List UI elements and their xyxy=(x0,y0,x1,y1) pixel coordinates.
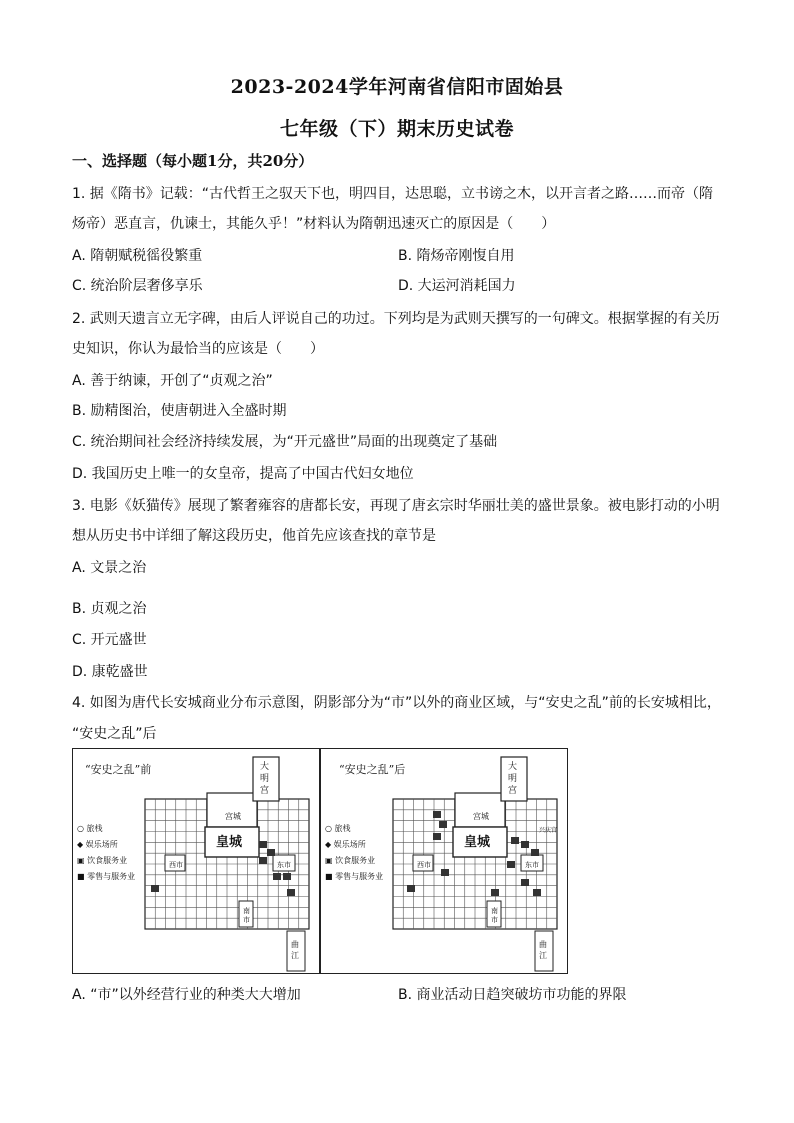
q2-option-d[interactable]: D. 我国历史上唯一的女皇帝，提高了中国古代妇女地位 xyxy=(72,466,414,482)
commercial-block xyxy=(439,821,447,828)
commercial-block xyxy=(507,861,515,868)
map-after-huangcheng: 皇城 xyxy=(464,835,491,850)
q1-option-c[interactable]: C. 统治阶层奢侈享乐 xyxy=(72,278,203,294)
map-before-qujiang: 曲江 xyxy=(291,940,299,960)
commercial-block xyxy=(441,869,449,876)
commercial-block xyxy=(521,879,529,886)
commercial-block xyxy=(533,889,541,896)
commercial-block xyxy=(511,837,519,844)
q4-option-b[interactable]: B. 商业活动日趋突破坊市功能的界限 xyxy=(398,987,627,1003)
map-after-panel xyxy=(320,748,568,974)
map-after-legend-retail: ■ 零售与服务业 xyxy=(325,872,384,881)
commercial-block xyxy=(283,873,291,880)
q1-option-a[interactable]: A. 隋朝赋税徭役繁重 xyxy=(72,248,203,264)
q1-option-d[interactable]: D. 大运河消耗国力 xyxy=(398,278,516,294)
exam-title-line2: 七年级（下）期末历史试卷 xyxy=(279,118,514,140)
commercial-block xyxy=(259,857,267,864)
q4-text-line1: 4. 如图为唐代长安城商业分布示意图，阴影部分为“市”以外的商业区域，与“安史之乱”前的长安城相比， xyxy=(72,695,721,711)
map-before-legend-inn: ○ 旅栈 xyxy=(77,824,103,833)
q2-text-line1: 2. 武则天遗言立无字碑，由后人评说自己的功过。下列均是为武则天撰写的一句碑文。根据掌握的有关历 xyxy=(72,311,720,327)
map-after-legend-inn: ○ 旅栈 xyxy=(325,824,351,833)
commercial-block xyxy=(531,849,539,856)
q2-text-line2: 史知识，你认为最恰当的应该是（ ） xyxy=(72,341,324,357)
map-after-xishi: 西市 xyxy=(417,861,431,869)
q3-text-line1: 3. 电影《妖猫传》展现了繁奢雍容的唐都长安，再现了唐玄宗时华丽壮美的盛世景象。被电影打动的小明 xyxy=(72,498,720,514)
commercial-block xyxy=(273,873,281,880)
commercial-block xyxy=(259,841,267,848)
q3-text-line2: 想从历史书中详细了解这段历史，他首先应该查找的章节是 xyxy=(72,528,436,544)
q2-option-b[interactable]: B. 励精图治，使唐朝进入全盛时期 xyxy=(72,403,287,419)
commercial-block xyxy=(491,889,499,896)
map-after-gongcheng: 宫城 xyxy=(473,812,489,821)
map-after-dongshi: 东市 xyxy=(525,861,539,869)
map-after-legend-food: ▣ 饮食服务业 xyxy=(325,856,376,865)
q4-option-a[interactable]: A. “市”以外经营行业的种类大大增加 xyxy=(72,987,301,1003)
q4-text-line2: “安史之乱”后 xyxy=(72,726,157,742)
q2-option-c[interactable]: C. 统治期间社会经济持续发展，为“开元盛世”局面的出现奠定了基础 xyxy=(72,434,498,450)
map-before-dongshi: 东市 xyxy=(277,861,291,869)
exam-title-line1: 2023-2024学年河南省信阳市固始县 xyxy=(230,76,564,98)
q3-option-c[interactable]: C. 开元盛世 xyxy=(72,632,147,648)
commercial-block xyxy=(151,885,159,892)
map-before-caption: “安史之乱”前 xyxy=(85,763,152,776)
q3-option-b[interactable]: B. 贞观之治 xyxy=(72,601,147,617)
map-before-gongcheng: 宫城 xyxy=(225,812,241,821)
map-before-panel xyxy=(72,748,320,974)
q3-option-d[interactable]: D. 康乾盛世 xyxy=(72,664,148,680)
commercial-block xyxy=(287,889,295,896)
map-before-huangcheng: 皇城 xyxy=(216,835,243,850)
map-after-caption: “安史之乱”后 xyxy=(339,763,406,776)
map-before-nanshi: 南市 xyxy=(243,907,250,924)
map-after-legend-ent: ◆ 娱乐场所 xyxy=(325,840,366,849)
map-after-xingqinggong: 兴庆宫 xyxy=(539,827,558,834)
map-after-nanshi: 南市 xyxy=(491,907,498,924)
commercial-block xyxy=(407,885,415,892)
map-before-legend-food: ▣ 饮食服务业 xyxy=(77,856,128,865)
q1-option-b[interactable]: B. 隋炀帝刚愎自用 xyxy=(398,248,515,264)
section-heading: 一、选择题（每小题1分，共20分） xyxy=(72,152,314,170)
map-before-xishi: 西市 xyxy=(169,861,183,869)
map-before-legend-ent: ◆ 娱乐场所 xyxy=(77,840,118,849)
commercial-block xyxy=(267,849,275,856)
commercial-block xyxy=(433,833,441,840)
q1-text-line1: 1. 据《隋书》记载：“古代哲王之驭天下也，明四目，达思聪，立书谤之木，以开言者之路……而帝（隋 xyxy=(72,186,714,202)
map-after-damming: 大明宫 xyxy=(508,762,518,796)
map-before-damming: 大明宫 xyxy=(260,762,270,796)
map-before-legend-retail: ■ 零售与服务业 xyxy=(77,872,136,881)
commercial-block xyxy=(521,841,529,848)
q2-option-a[interactable]: A. 善于纳谏，开创了“贞观之治” xyxy=(72,373,273,389)
commercial-block xyxy=(433,811,441,818)
map-after-qujiang: 曲江 xyxy=(539,940,547,960)
q3-option-a[interactable]: A. 文景之治 xyxy=(72,560,147,576)
q1-text-line2: 炀帝）恶直言，仇谏士，其能久乎！”材料认为隋朝迅速灭亡的原因是（ ） xyxy=(72,216,556,232)
